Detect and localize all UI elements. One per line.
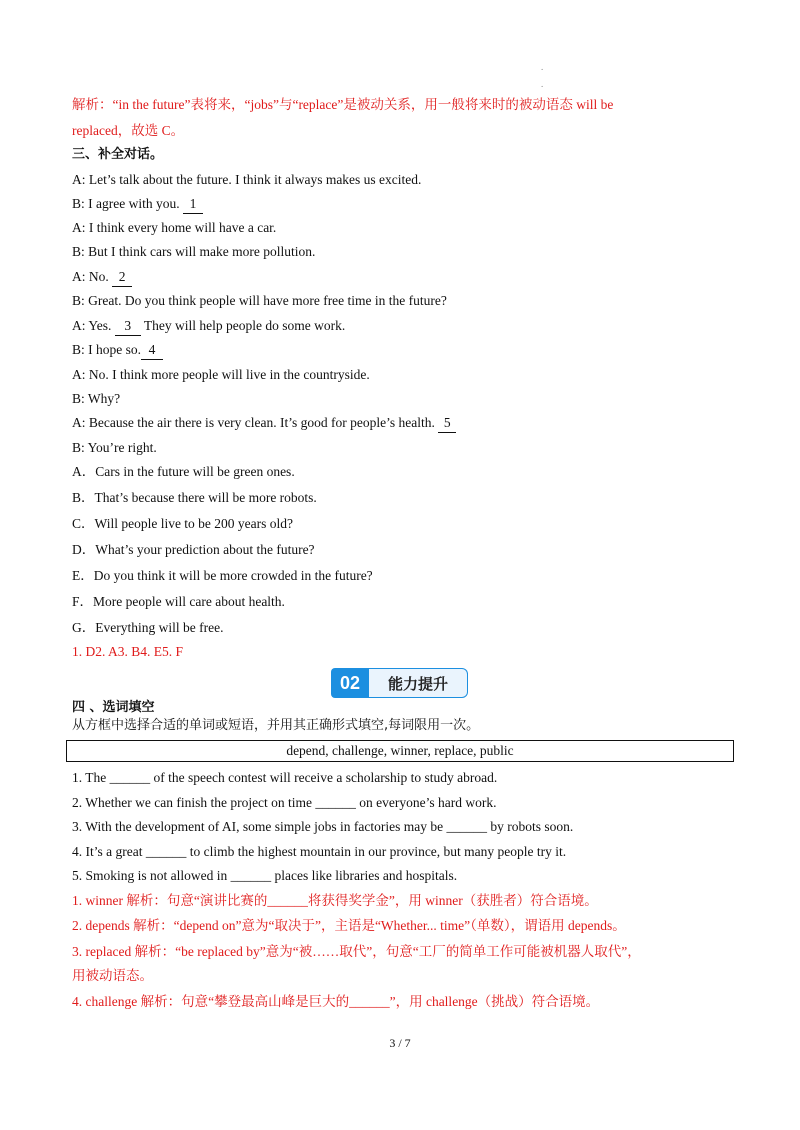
dialog-line: A: Yes. 3 They will help people do some work. <box>72 317 345 336</box>
section4-instruction: 从方框中选择合适的单词或短语，并用其正确形式填空,每词限用一次。 <box>72 718 480 733</box>
section-badge <box>331 668 468 698</box>
section4-heading: 四 、选词填空 <box>72 700 155 715</box>
answer-blank[interactable]: 3 <box>115 317 141 336</box>
option-e: E．Do you think it will be more crowded in the future? <box>72 568 373 583</box>
dialog-line: B: You’re right. <box>72 440 157 455</box>
answer-blank[interactable]: 4 <box>141 341 163 360</box>
top-mark: . <box>541 62 544 72</box>
badge-title: 能力提升 <box>369 668 468 698</box>
prev-explanation-line2: replaced，故选 C。 <box>72 123 185 138</box>
dialog-line: A: I think every home will have a car. <box>72 220 277 235</box>
option-g: G．Everything will be free. <box>72 620 224 635</box>
dialog-line: B: I agree with you. 1 <box>72 195 203 214</box>
option-a: A．Cars in the future will be green ones. <box>72 464 295 479</box>
answer-blank[interactable]: 5 <box>438 414 456 433</box>
question-3: 3. With the development of AI, some simple jobs in factories may be ______ by robots soon. <box>72 819 574 834</box>
dialog-line: A: Because the air there is very clean. It’s good for people’s health. 5 <box>72 414 456 433</box>
page-number: 3 / 7 <box>389 1036 411 1050</box>
question-1: 1. The ______ of the speech contest will receive a scholarship to study abroad. <box>72 770 498 785</box>
section3-answer: 1. D2. A3. B4. E5. F <box>72 644 184 659</box>
dialog-line: A: No. 2 <box>72 268 132 287</box>
answer-4: 4. challenge 解析：句意“攀登最高山峰是巨大的______”，用 challenge（挑战）符合语境。 <box>72 994 600 1009</box>
badge-number: 02 <box>331 668 369 698</box>
answer-3: 3. replaced 解析：“be replaced by”意为“被……取代”，句意“工厂的简单工作可能被机器人取代”， <box>72 944 641 959</box>
option-b: B．That’s because there will be more robots. <box>72 490 317 505</box>
option-f: F．More people will care about health. <box>72 594 285 609</box>
dialog-line: B: Why? <box>72 391 121 406</box>
question-4: 4. It’s a great ______ to climb the highest mountain in our province, but many people try it. <box>72 844 567 859</box>
dialog-line: A: Let’s talk about the future. I think it always makes us excited. <box>72 172 422 187</box>
top-mark: . <box>541 79 544 89</box>
question-2: 2. Whether we can finish the project on time ______ on everyone’s hard work. <box>72 795 497 810</box>
prev-explanation-line1: 解析：“in the future”表将来，“jobs”与“replace”是被动关系，用一般将来时的被动语态 will be <box>72 97 614 112</box>
dialog-line: B: Great. Do you think people will have more free time in the future? <box>72 293 447 308</box>
question-5: 5. Smoking is not allowed in ______ places like libraries and hospitals. <box>72 868 458 883</box>
answer-blank[interactable]: 1 <box>183 195 203 214</box>
answer-blank[interactable]: 2 <box>112 268 132 287</box>
word-box: depend, challenge, winner, replace, public <box>66 740 734 762</box>
dialog-line: A: No. I think more people will live in the countryside. <box>72 367 370 382</box>
dialog-line: B: But I think cars will make more pollution. <box>72 244 316 259</box>
section3-heading: 三、补全对话。 <box>72 147 164 162</box>
option-d: D．What’s your prediction about the future? <box>72 542 315 557</box>
answer-1: 1. winner 解析：句意“演讲比赛的______将获得奖学金”，用 winner（获胜者）符合语境。 <box>72 893 598 908</box>
answer-2: 2. depends 解析：“depend on”意为“取决于”，主语是“Whether... time”（单数），谓语用 depends。 <box>72 918 626 933</box>
answer-3-cont: 用被动语态。 <box>72 968 153 983</box>
option-c: C．Will people live to be 200 years old? <box>72 516 294 531</box>
dialog-line: B: I hope so. 4 <box>72 341 163 360</box>
